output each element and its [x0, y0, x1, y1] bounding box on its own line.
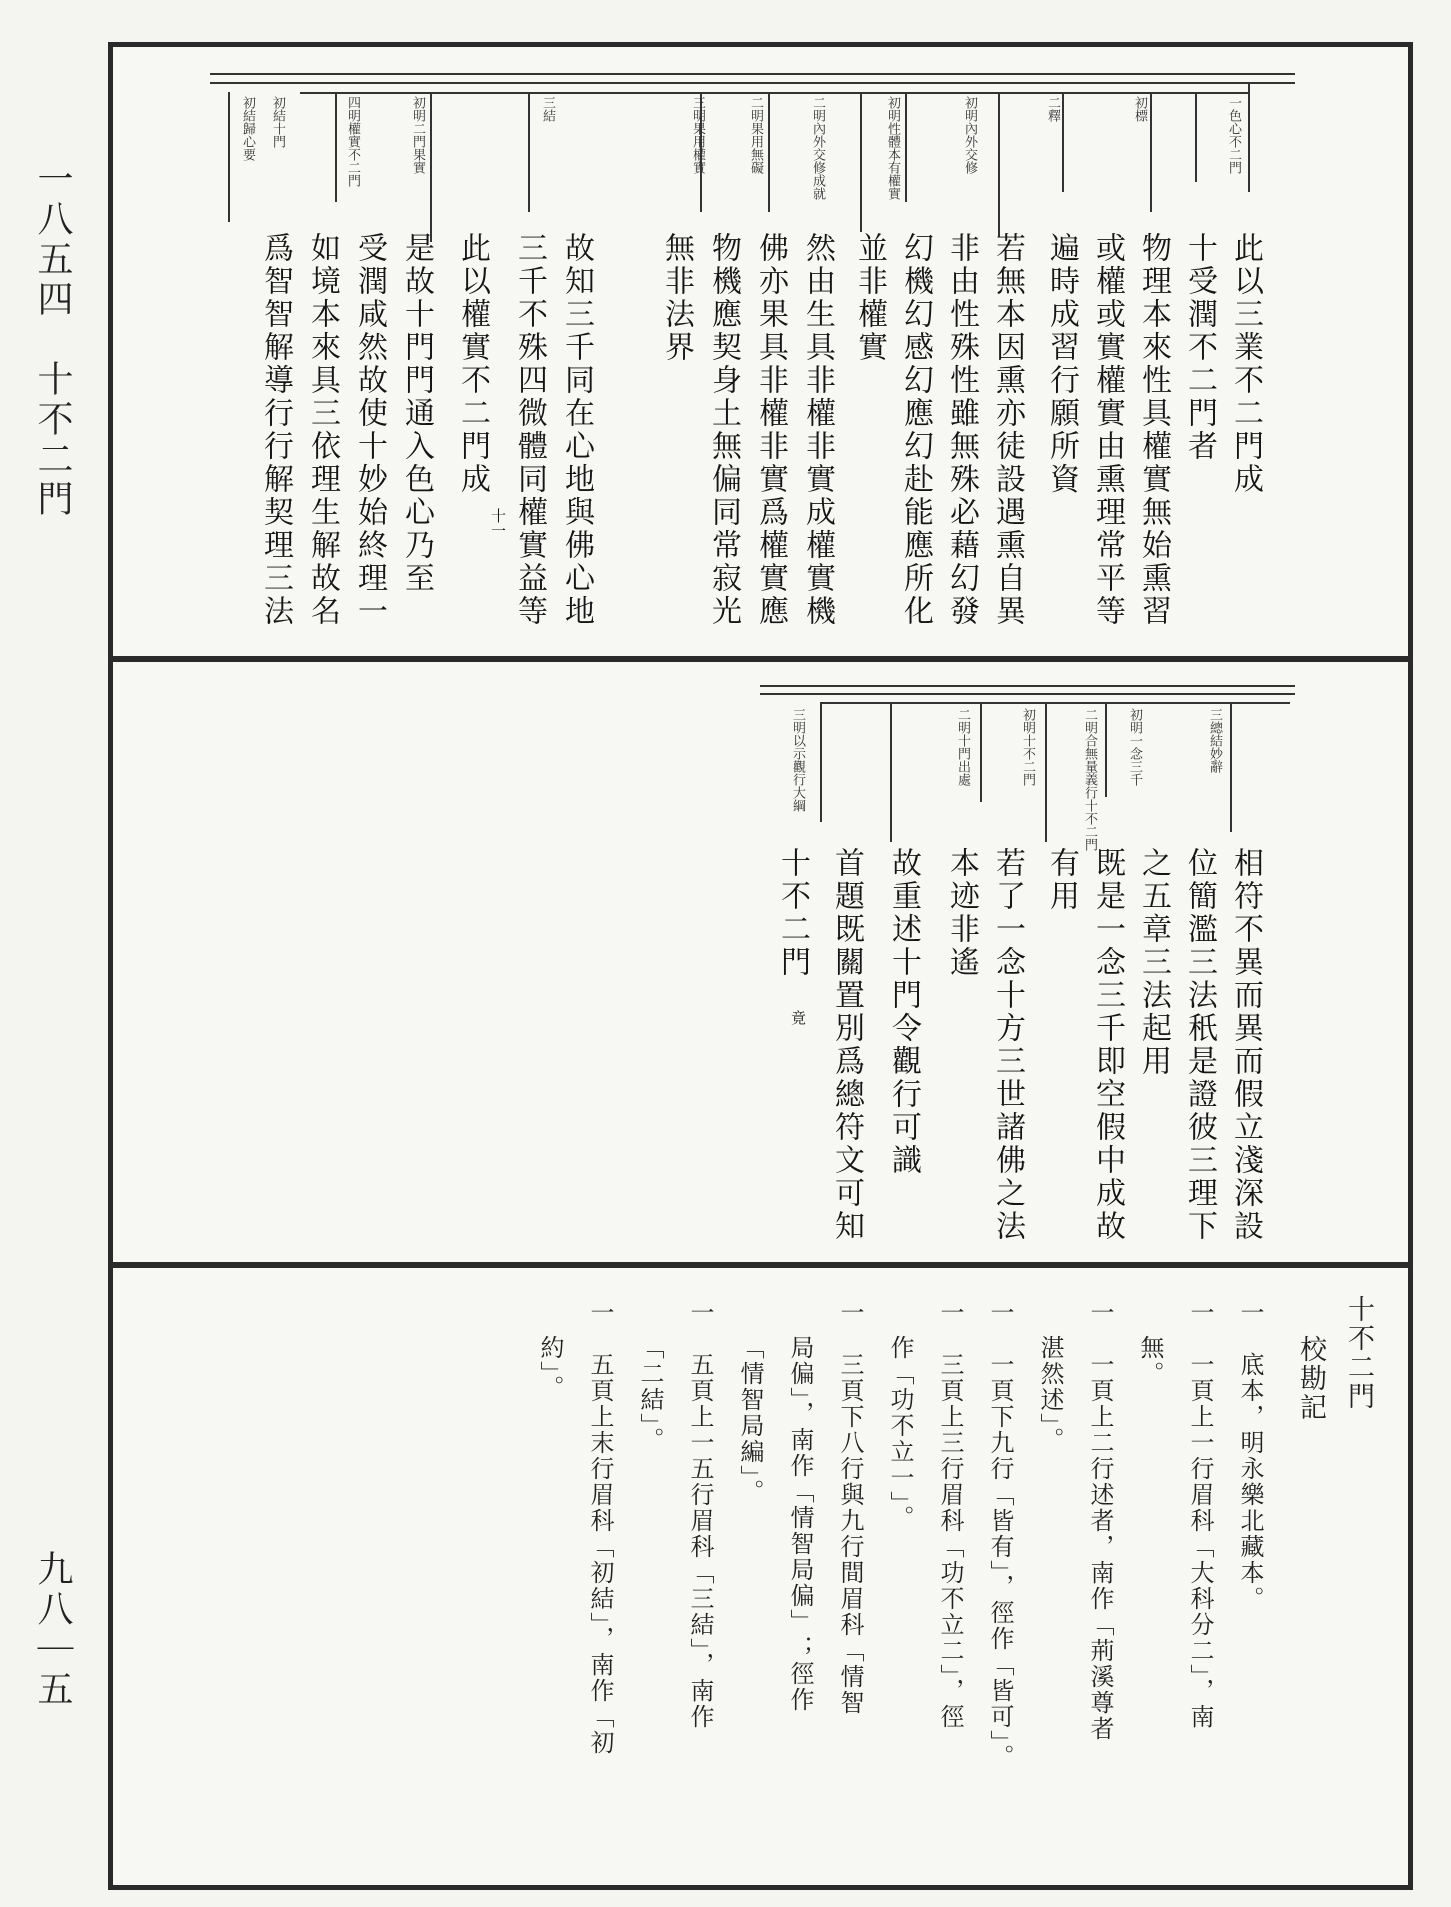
section-note: 十一: [489, 508, 507, 538]
outline-label: 二明十門出處: [955, 708, 970, 786]
outline-label: 三明果用權實: [690, 96, 705, 174]
margin-page-number: 九八｜五: [32, 1550, 73, 1710]
text-column: 十受潤不二門者: [1182, 232, 1217, 463]
outline-label: 初明內外交修: [962, 96, 977, 174]
outline-label: 初結歸心要: [240, 96, 255, 161]
outline-label: 三明以示觀行大綱: [790, 708, 805, 812]
text-column: 爲智智解導行行解契理三法: [258, 232, 293, 628]
note-line: 一 三頁下八行與九行間眉科「情智: [836, 1300, 864, 1716]
note-line: 「情智局編」。: [736, 1335, 764, 1505]
text-column: 故重述十門令觀行可識: [886, 847, 921, 1177]
outline-label: 初標: [1132, 96, 1147, 122]
note-line: 湛然述」。: [1036, 1335, 1064, 1453]
outline-label: 一色心不二門: [1226, 96, 1241, 174]
text-column: 物理本來性具權實無始熏習: [1136, 232, 1171, 628]
note-line: 一 底本，明永樂北藏本。: [1236, 1300, 1264, 1612]
text-column: 遍時成習行願所資: [1044, 232, 1079, 496]
text-column: 十不二門: [775, 847, 810, 979]
outline-label: 初明一念三千: [1127, 708, 1142, 786]
note-line: 約」。: [536, 1335, 564, 1401]
section-note: 竟: [789, 1010, 807, 1025]
text-column: 此以權實不二門成: [455, 232, 490, 496]
text-column: 相符不異而異而假立淺深設: [1228, 847, 1263, 1243]
text-column: 非由性殊性雖無殊必藉幻發: [944, 232, 979, 628]
note-line: 一 一頁下九行「皆有」，徑作「皆可」。: [986, 1300, 1014, 1770]
section-divider: [108, 1262, 1413, 1268]
text-column: 故知三千同在心地與佛心地: [559, 232, 594, 628]
text-column: 並非權實: [852, 232, 887, 364]
margin-page-title: 一八五四 十不二門: [32, 160, 73, 520]
text-column: 位簡濫三法秖是證彼三理下: [1182, 847, 1217, 1243]
outline-label: 初明十不二門: [1020, 708, 1035, 786]
text-column: 既是一念三千即空假中成故: [1090, 847, 1125, 1243]
text-column: 佛亦果具非權非實爲權實應: [753, 232, 788, 628]
note-line: 一 五頁上末行眉科「初結」，南作「初: [586, 1300, 614, 1756]
text-column: 受潤咸然故使十妙始終理一: [352, 232, 387, 628]
text-column: 物機應契身土無偏同常寂光: [706, 232, 741, 628]
text-column: 無非法界: [659, 232, 694, 364]
outline-label: 二釋: [1045, 96, 1060, 122]
text-column: 若無本因熏亦徒設遇熏自異: [990, 232, 1025, 628]
text-column: 是故十門門通入色心乃至: [399, 232, 434, 595]
outline-label: 初明二門果實: [410, 96, 425, 174]
section-divider: [108, 656, 1413, 662]
text-column: 幻機幻感幻應幻赴能應所化: [898, 232, 933, 628]
outline-label: 初結十門: [270, 96, 285, 148]
note-line: 無。: [1136, 1335, 1164, 1387]
notes-subtitle: 校勘記: [1295, 1335, 1326, 1422]
note-line: 一 一頁上一行眉科「大科分二」，南: [1186, 1300, 1214, 1730]
note-line: 一 三頁上三行眉科「功不立二」，徑: [936, 1300, 964, 1730]
text-column: 本迹非遙: [944, 847, 979, 979]
note-line: 「二結」。: [636, 1335, 664, 1453]
outline-label: 初明性體本有權實: [885, 96, 900, 200]
outline-label: 三結: [540, 96, 555, 122]
note-line: 一 一頁上二行述者，南作「荊溪尊者: [1086, 1300, 1114, 1742]
text-column: 首題既關置別爲總符文可知: [829, 847, 864, 1243]
text-column: 三千不殊四微體同權實益等: [512, 232, 547, 628]
outline-label: 二明合無量義行十不二門: [1082, 708, 1097, 851]
outline-label: 二明內外交修成就: [810, 96, 825, 200]
outline-label: 二明果用無礙: [748, 96, 763, 174]
note-line: 局偏」，南作「情智局偏」；徑作: [786, 1335, 814, 1713]
text-column: 此以三業不二門成: [1228, 232, 1263, 496]
note-line: 作「功不立一」。: [886, 1335, 914, 1531]
outline-label: 三總結妙辭: [1207, 708, 1222, 773]
text-column: 有用: [1044, 847, 1079, 913]
text-column: 或權或實權實由熏理常平等: [1090, 232, 1125, 628]
note-line: 一 五頁上一五行眉科「三結」，南作: [686, 1300, 714, 1730]
text-column: 之五章三法起用: [1136, 847, 1171, 1078]
text-column: 然由生具非權非實成權實機: [800, 232, 835, 628]
text-column: 如境本來具三依理生解故名: [305, 232, 340, 628]
text-column: 若了一念十方三世諸佛之法: [990, 847, 1025, 1243]
outline-label: 四明權實不二門: [345, 96, 360, 187]
notes-title: 十不二門: [1343, 1295, 1374, 1411]
